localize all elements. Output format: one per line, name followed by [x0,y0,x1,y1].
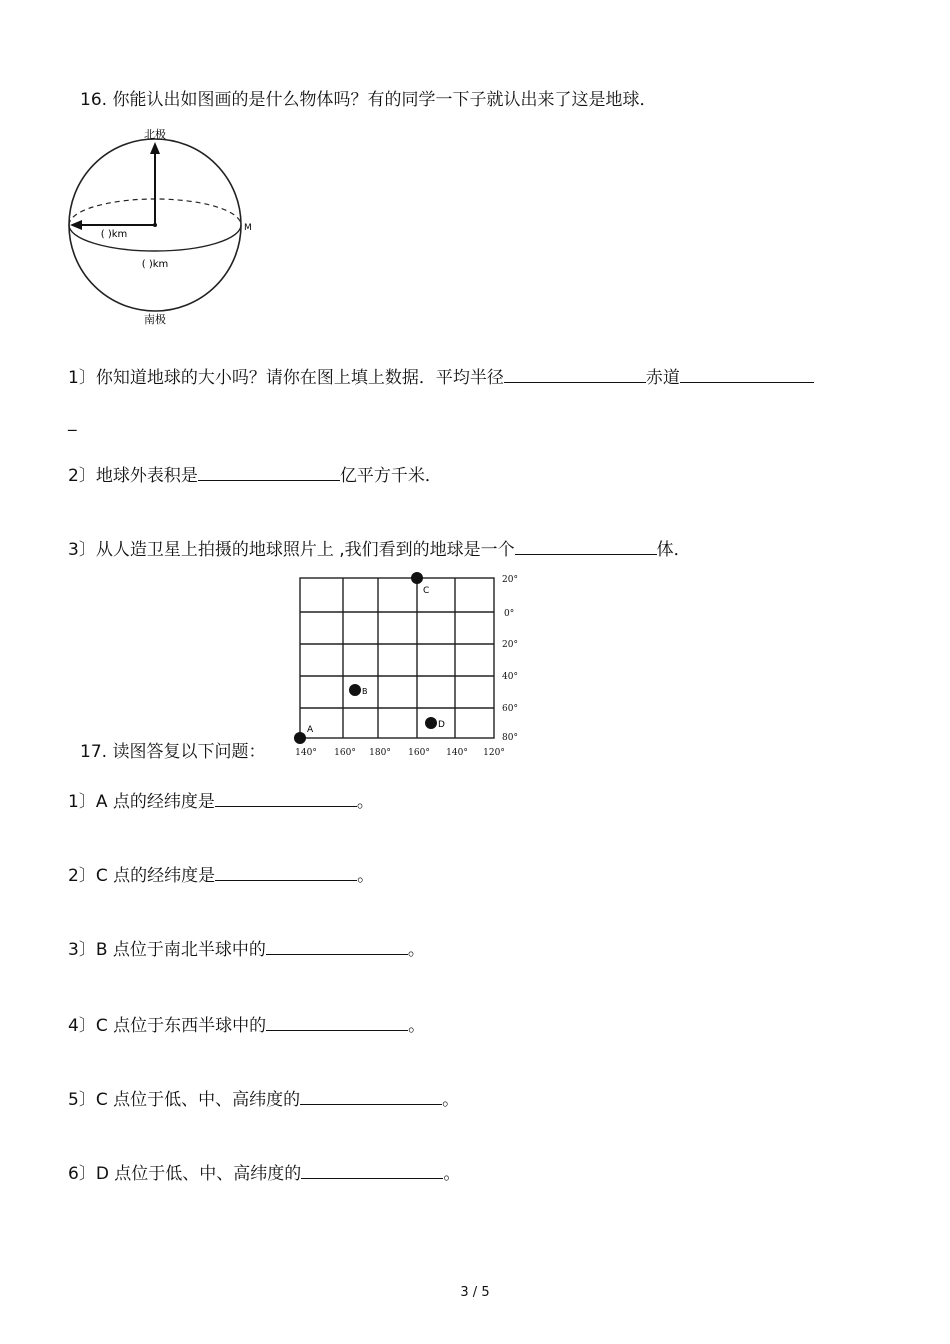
radius-label: ( )km [100,229,128,240]
q17-item-3: 3〕B 点位于南北半球中的 。 [68,936,425,962]
lat-label: 60° [502,704,518,714]
q17-item-1: 1〕A 点的经纬度是 。 [68,788,374,814]
answer-blank[interactable] [266,936,408,955]
answer-blank[interactable] [266,1012,408,1031]
north-pole-label: 北极 [144,128,166,141]
lon-label: 160° [334,748,356,758]
q16-item-2: 2〕地球外表积是 亿平方千米． [68,462,442,488]
point-c-label: C [423,586,430,596]
point-b-marker [349,684,361,696]
lon-label: 140° [446,748,468,758]
page-number: 3 / 5 [460,1285,490,1300]
q17-item-5: 5〕C 点位于低、中、高纬度的 。 [68,1086,459,1112]
point-d-label: D [438,720,445,730]
lat-label: 20° [502,575,518,585]
point-d-marker [425,717,437,729]
answer-blank[interactable] [215,788,357,807]
point-m-label: M [244,223,252,233]
answer-blank[interactable] [301,1160,443,1179]
answer-blank-equator[interactable] [680,364,814,383]
q16-title: 16. 你能认出如图画的是什么物体吗？有的同学一下子就认出来了这是地球． [80,90,657,110]
grid-lines [300,578,494,738]
lat-label: 20° [502,640,518,650]
answer-blank[interactable] [300,1086,442,1105]
q16-item-1: 1〕你知道地球的大小吗？请你在图上填上数据．平均半径 赤道 [68,364,814,390]
point-b-label: B [362,687,368,696]
answer-blank-radius[interactable] [504,364,646,383]
point-c-marker [411,572,423,584]
answer-blank-surface-area[interactable] [198,462,340,481]
grid-points [294,572,445,744]
lat-label: 40° [502,672,518,682]
lat-lon-grid-figure [290,570,530,760]
q17-title: 17. 读图答复以下问题： [80,742,266,762]
lon-label: 160° [408,748,430,758]
q16-item-1-continued: _ [68,412,77,432]
lat-label: 80° [502,733,518,743]
q17-item-4: 4〕C 点位于东西半球中的 。 [68,1012,425,1038]
latitude-labels [502,575,518,743]
answer-blank[interactable] [215,862,357,881]
equator-label: ( )km [141,259,169,270]
lon-label: 120° [483,748,505,758]
equator-front [69,225,241,251]
lon-label: 180° [369,748,391,758]
globe-figure [62,124,262,328]
point-a-label: A [307,725,314,735]
answer-blank-shape[interactable] [515,536,657,555]
longitude-labels [295,748,505,758]
lon-label: 140° [295,748,317,758]
q16-item-3: 3〕从人造卫星上拍摄的地球照片上 ,我们看到的地球是一个 体． [68,536,691,562]
q17-item-6: 6〕D 点位于低、中、高纬度的 。 [68,1160,460,1186]
south-pole-label: 南极 [144,313,166,326]
q17-item-2: 2〕C 点的经纬度是 。 [68,862,374,888]
point-a-marker [294,732,306,744]
lat-label: 0° [504,609,515,619]
